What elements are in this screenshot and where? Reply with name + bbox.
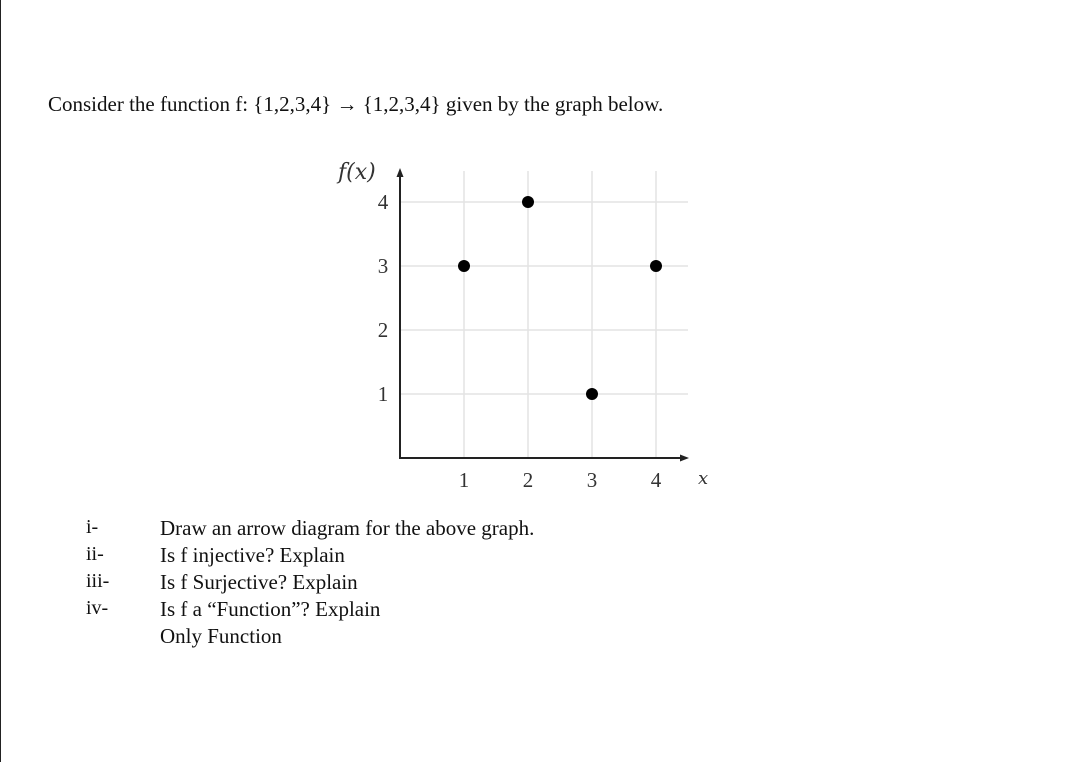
tick-labels	[378, 190, 662, 492]
y-axis-label: f(x)	[338, 160, 376, 185]
x-tick-label: 4	[650, 468, 662, 492]
axes	[336, 160, 708, 489]
y-tick-label: 2	[377, 318, 389, 342]
question-text: Is f a “Function”? Explain	[160, 597, 381, 621]
x-axis-arrowhead	[680, 455, 689, 462]
question-text: Draw an arrow diagram for the above graph.	[160, 516, 535, 540]
question-number: iii-	[86, 570, 110, 592]
grid-lines	[400, 171, 688, 458]
data-points	[458, 196, 662, 400]
x-tick-label: 2	[522, 468, 534, 492]
y-axis-arrowhead	[397, 168, 404, 177]
x-axis-label: x	[698, 468, 709, 489]
trailing-text: Only Function	[160, 624, 282, 648]
x-tick-label: 3	[586, 468, 598, 492]
data-point	[650, 260, 662, 272]
data-point	[586, 388, 598, 400]
y-tick-label: 3	[377, 254, 389, 278]
question-text: Is f injective? Explain	[160, 543, 345, 567]
question-number: ii-	[86, 543, 104, 565]
data-point	[522, 196, 534, 208]
y-tick-label: 1	[377, 382, 389, 406]
y-tick-label: 4	[377, 190, 389, 214]
question-number: i-	[86, 516, 99, 538]
intro-text: Consider the function f: {1,2,3,4} → {1,2,3,4} given by the graph below.	[48, 92, 664, 116]
x-tick-label: 1	[458, 468, 470, 492]
question-text: Is f Surjective? Explain	[160, 570, 358, 594]
data-point	[458, 260, 470, 272]
question-number: iv-	[86, 597, 109, 619]
